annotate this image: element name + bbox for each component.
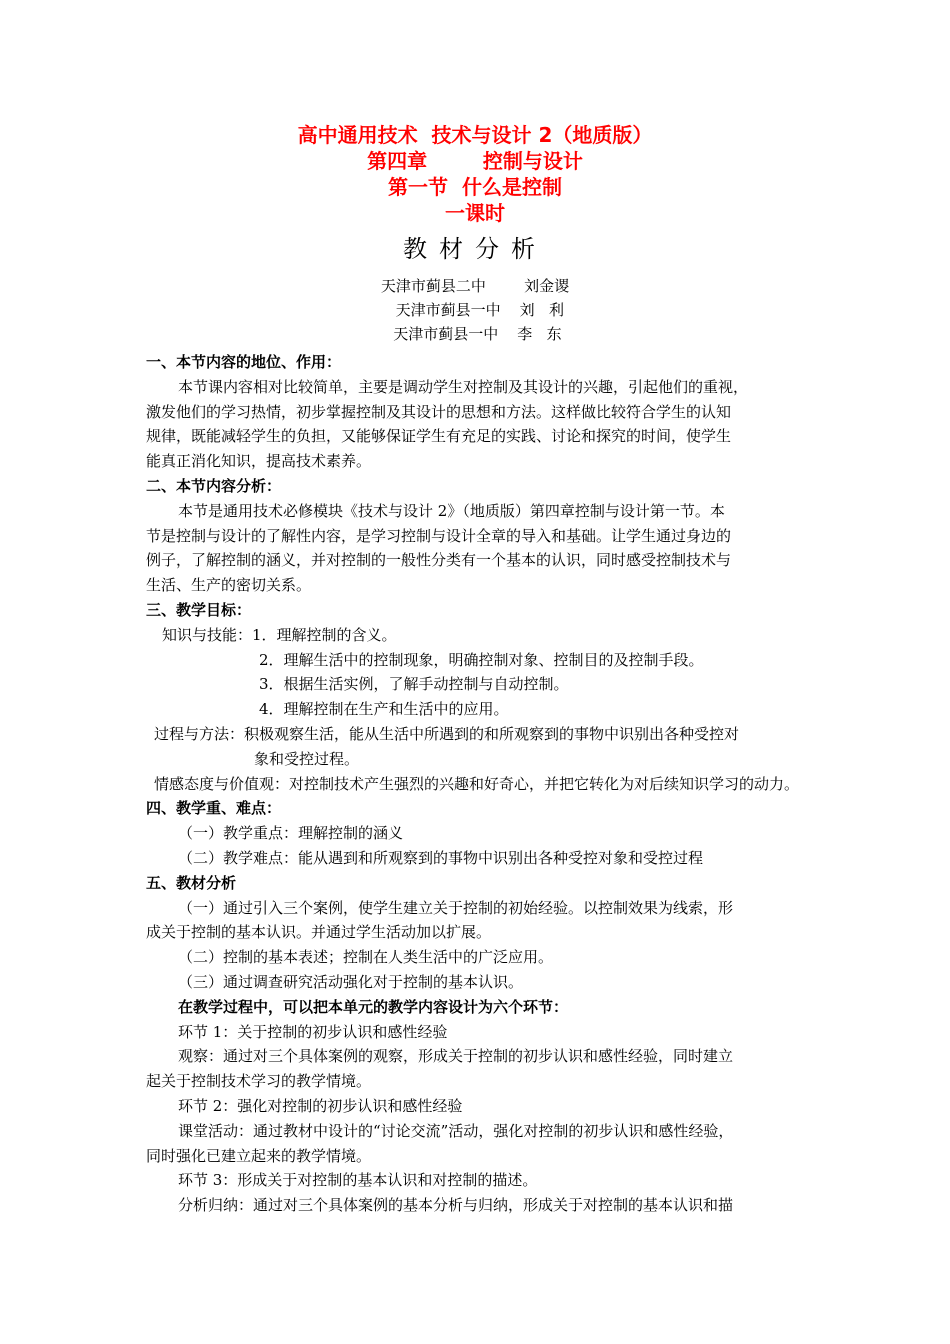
section-heading: 一、本节内容的地位、作用： [146, 353, 342, 371]
objective-line: 知识与技能：1．理解控制的含义。 [162, 625, 397, 644]
objective-line: 象和受控过程。 [254, 749, 360, 768]
paragraph-line: （二）控制的基本表述；控制在人类生活中的广泛应用。 [178, 948, 554, 967]
paragraph-line: 本节课内容相对比较简单，主要是调动学生对控制及其设计的兴趣，引起他们的重视， [178, 377, 749, 396]
objective-line: 情感态度与价值观：对控制技术产生强烈的兴趣和好奇心，并把它转化为对后续知识学习的动力。 [154, 774, 800, 793]
paragraph-line: 环节 3：形成关于对控制的基本认识和对控制的描述。 [178, 1171, 538, 1190]
paragraph-line: 激发他们的学习热情，初步掌握控制及其设计的思想和方法。这样做比较符合学生的认知 [146, 402, 732, 421]
emphasis-line: 在教学过程中，可以把本单元的教学内容设计为六个环节： [178, 997, 569, 1016]
paragraph-line: 同时强化已建立起来的教学情境。 [146, 1146, 372, 1165]
section-heading: 二、本节内容分析： [146, 476, 282, 495]
paragraph-line: （一）通过引入三个案例，使学生建立关于控制的初始经验。以控制效果为线索，形 [178, 898, 734, 917]
author-line: 天津市蓟县二中 刘金谡 [380, 277, 570, 295]
section-heading: 五、教材分析 [146, 873, 237, 892]
paragraph-line: 本节是通用技术必修模块《技术与设计 2》（地质版）第四章控制与设计第一节。本 [178, 501, 725, 520]
paragraph-line: （二）教学难点：能从遇到和所观察到的事物中识别出各种受控对象和受控过程 [178, 848, 704, 867]
author-line: 天津市蓟县一中 李 东 [388, 325, 562, 343]
paragraph-line: 课堂活动：通过教材中设计的“讨论交流”活动，强化对控制的初步认识和感性经验， [178, 1121, 734, 1140]
title-line-section: 第一节 什么是控制 [388, 175, 562, 199]
page-heading: 教材分析 [403, 235, 547, 263]
paragraph-line: 生活、生产的密切关系。 [146, 576, 312, 595]
paragraph-line: 规律，既能减轻学生的负担，又能够保证学生有充足的实践、讨论和探究的时间，使学生 [146, 427, 732, 446]
paragraph-line: 观察：通过对三个具体案例的观察，形成关于控制的初步认识和感性经验，同时建立 [178, 1047, 734, 1066]
paragraph-line: 例子，了解控制的涵义，并对控制的一般性分类有一个基本的认识，同时感受控制技术与 [146, 551, 732, 570]
paragraph-line: 起关于控制技术学习的教学情境。 [146, 1072, 372, 1091]
author-line: 天津市蓟县一中 刘 利 [386, 301, 564, 319]
objective-line: 过程与方法：积极观察生活，能从生活中所遇到的和所观察到的事物中识别出各种受控对 [154, 724, 740, 743]
paragraph-line: 环节 1：关于控制的初步认识和感性经验 [178, 1022, 448, 1041]
objective-line: 3．根据生活实例，了解手动控制与自动控制。 [259, 675, 569, 694]
document-body [146, 350, 886, 1218]
section-heading: 四、教学重、难点： [146, 799, 282, 818]
section-heading: 三、教学目标： [146, 600, 252, 619]
objective-line: 2．理解生活中的控制现象，明确控制对象、控制目的及控制手段。 [259, 650, 704, 669]
objective-line: 4．理解控制在生产和生活中的应用。 [259, 700, 509, 719]
title-line-lesson: 一课时 [445, 201, 505, 225]
paragraph-line: （三）通过调查研究活动强化对于控制的基本认识。 [178, 972, 524, 991]
title-line-course: 高中通用技术 技术与设计 2（地质版） [297, 123, 653, 147]
paragraph-line: 环节 2：强化对控制的初步认识和感性经验 [178, 1096, 463, 1115]
document-title [0, 122, 950, 226]
paragraph-line: 分析归纳：通过对三个具体案例的基本分析与归纳，形成关于对控制的基本认识和描 [178, 1196, 734, 1215]
paragraph-line: 成关于控制的基本认识。并通过学生活动加以扩展。 [146, 923, 492, 942]
paragraph-line: 能真正消化知识，提高技术素养。 [146, 452, 372, 471]
authors [0, 274, 950, 346]
title-line-chapter: 第四章 控制与设计 [367, 149, 583, 173]
paragraph-line: （一）教学重点：理解控制的涵义 [178, 824, 404, 843]
paragraph-line: 节是控制与设计的了解性内容，是学习控制与设计全章的导入和基础。让学生通过身边的 [146, 526, 732, 545]
